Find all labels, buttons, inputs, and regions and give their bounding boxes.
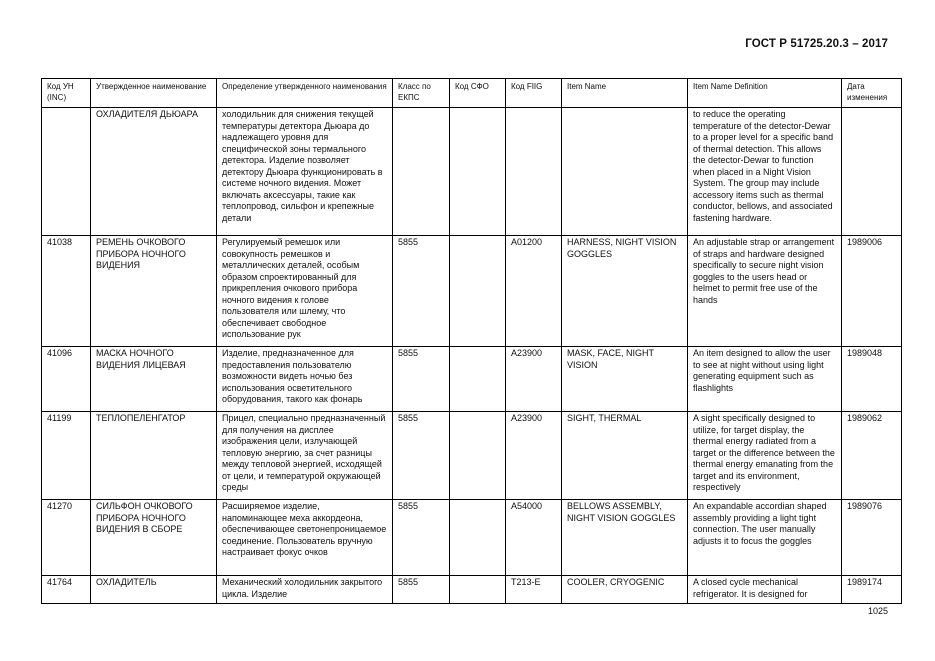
cell-change-date: 1989076 — [842, 500, 902, 576]
header-inc: Код УН (INC) — [42, 79, 91, 108]
cell-item-name: HARNESS, NIGHT VISION GOGGLES — [562, 236, 688, 347]
cell-inc: 41096 — [42, 347, 91, 412]
cell-fiig-code: A01200 — [506, 236, 562, 347]
cell-change-date: 1989006 — [842, 236, 902, 347]
cell-inc: 41199 — [42, 412, 91, 500]
cell-sfo-code — [450, 236, 506, 347]
table-row — [42, 412, 902, 500]
cell-definition: Механический холодильник закрытого цикла. Изделие — [217, 576, 393, 604]
cell-inc: 41038 — [42, 236, 91, 347]
page-number: 1025 — [867, 606, 888, 616]
header-item-name-definition: Item Name Definition — [688, 79, 842, 108]
cell-fiig-code: A54000 — [506, 500, 562, 576]
table-row — [42, 108, 902, 236]
cell-fiig-code: A23900 — [506, 412, 562, 500]
gost-table — [41, 78, 902, 604]
cell-ekps-class: 5855 — [393, 412, 450, 500]
cell-item-name: COOLER, CRYOGENIC — [562, 576, 688, 604]
cell-ekps-class — [393, 108, 450, 236]
cell-change-date: 1989174 — [842, 576, 902, 604]
cell-item-name-definition: An expandable accordian shaped assembly providing a light tight connection. The user manually adjusts it to focus the goggles — [688, 500, 842, 576]
cell-sfo-code — [450, 347, 506, 412]
cell-definition: Изделие, предназначенное для предоставления пользователю возможности видеть ночью без использования осветительного оборудования, такого как фонарь — [217, 347, 393, 412]
cell-definition: Расширяемое изделие, напоминающее меха аккордеона, обеспечивающее светонепроницаемое соединение. Пользователь вручную настраивает фокус очков — [217, 500, 393, 576]
table-row — [42, 500, 902, 576]
header-definition: Определение утвержденного наименования — [217, 79, 393, 108]
cell-fiig-code: A23900 — [506, 347, 562, 412]
cell-change-date — [842, 108, 902, 236]
cell-sfo-code — [450, 108, 506, 236]
cell-item-name: BELLOWS ASSEMBLY, NIGHT VISION GOGGLES — [562, 500, 688, 576]
cell-change-date: 1989048 — [842, 347, 902, 412]
header-ekps-class: Класс по ЕКПС — [393, 79, 450, 108]
cell-item-name-definition: An item designed to allow the user to see at night without using light generating equipment such as flashlights — [688, 347, 842, 412]
cell-item-name-definition: to reduce the operating temperature of the detector-Dewar to a proper level for a specific band of thermal detection. This allows the detector-Dewar to function when placed in a Night Vision System. The group may include accessory items such as thermal conductor, bellows, and associated fastening hardware. — [688, 108, 842, 236]
header-approved-name: Утвержденное наименование — [91, 79, 217, 108]
cell-approved-name: СИЛЬФОН ОЧКОВОГО ПРИБОРА НОЧНОГО ВИДЕНИЯ В СБОРЕ — [91, 500, 217, 576]
document-title: ГОСТ Р 51725.20.3 – 2017 — [745, 38, 888, 50]
table-row — [42, 236, 902, 347]
cell-item-name-definition: A sight specifically designed to utilize, for target display, the thermal energy radiated from a target or the difference between the thermal energy emanating from the target and its environment, respectively — [688, 412, 842, 500]
cell-inc — [42, 108, 91, 236]
header-change-date: Дата изменения — [842, 79, 902, 108]
cell-fiig-code — [506, 108, 562, 236]
cell-definition: Прицел, специально предназначенный для получения на дисплее изображения цели, излучающей тепловую энергию, за счет разницы между тепловой энергией, исходящей от цели, и температурой окружающей среды — [217, 412, 393, 500]
cell-sfo-code — [450, 412, 506, 500]
cell-approved-name: РЕМЕНЬ ОЧКОВОГО ПРИБОРА НОЧНОГО ВИДЕНИЯ — [91, 236, 217, 347]
cell-fiig-code: T213-E — [506, 576, 562, 604]
cell-approved-name: ТЕПЛОПЕЛЕНГАТОР — [91, 412, 217, 500]
cell-inc: 41270 — [42, 500, 91, 576]
table-row — [42, 576, 902, 604]
cell-definition: Регулируемый ремешок или совокупность ремешков и металлических деталей, особым образом спроектированный для прикрепления очкового прибора ночного видения к голове пользователя или шлему, что обеспечивает свободное использование рук — [217, 236, 393, 347]
cell-ekps-class: 5855 — [393, 576, 450, 604]
cell-ekps-class: 5855 — [393, 347, 450, 412]
cell-item-name — [562, 108, 688, 236]
header-item-name: Item Name — [562, 79, 688, 108]
cell-sfo-code — [450, 576, 506, 604]
cell-change-date: 1989062 — [842, 412, 902, 500]
cell-inc: 41764 — [42, 576, 91, 604]
cell-definition: холодильник для снижения текущей температуры детектора Дьюара до надлежащего уровня для специфической зоны термального детектора. Изделие позволяет детектору Дьюара функционировать в системе ночного видения. Может включать аксессуары, такие как теплопровод, сильфон и крепежные детали — [217, 108, 393, 236]
cell-item-name: MASK, FACE, NIGHT VISION — [562, 347, 688, 412]
table-header-row — [42, 79, 902, 108]
cell-approved-name: ОХЛАДИТЕЛЯ ДЬЮАРА — [91, 108, 217, 236]
cell-item-name-definition: A closed cycle mechanical refrigerator. It is designed for — [688, 576, 842, 604]
cell-ekps-class: 5855 — [393, 500, 450, 576]
header-fiig-code: Код FIIG — [506, 79, 562, 108]
cell-approved-name: МАСКА НОЧНОГО ВИДЕНИЯ ЛИЦЕВАЯ — [91, 347, 217, 412]
table-row — [42, 347, 902, 412]
header-sfo-code: Код СФО — [450, 79, 506, 108]
cell-item-name: SIGHT, THERMAL — [562, 412, 688, 500]
cell-item-name-definition: An adjustable strap or arrangement of straps and hardware designed specifically to secure night vision goggles to the users head or helmet to permit free use of the hands — [688, 236, 842, 347]
cell-approved-name: ОХЛАДИТЕЛЬ — [91, 576, 217, 604]
cell-sfo-code — [450, 500, 506, 576]
cell-ekps-class: 5855 — [393, 236, 450, 347]
